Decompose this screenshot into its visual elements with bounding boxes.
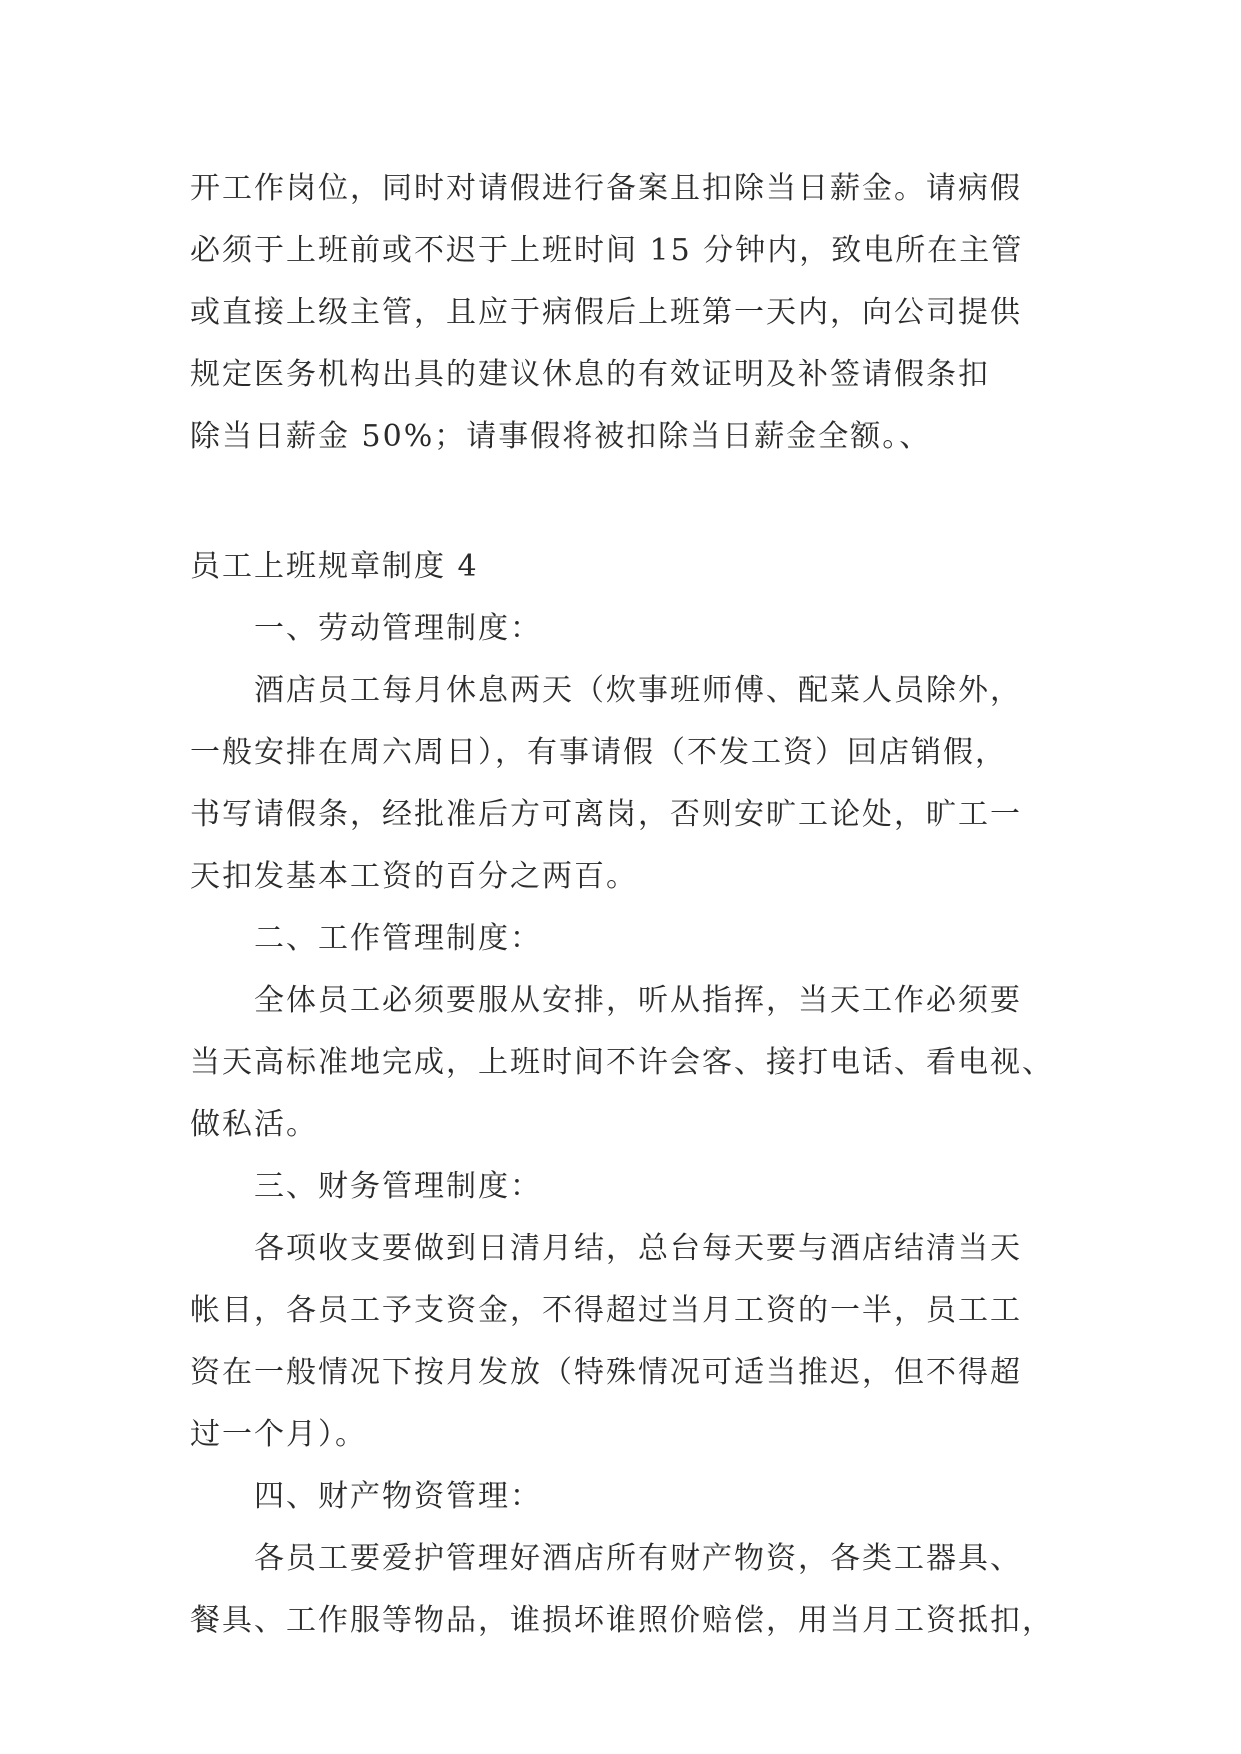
paragraph-line: 各项收支要做到日清月结，总台每天要与酒店结清当天	[254, 1231, 1022, 1266]
paragraph-line: 规定医务机构出具的建议休息的有效证明及补签请假条扣	[190, 357, 990, 392]
section-heading: 一、劳动管理制度：	[254, 611, 542, 646]
paragraph-line: 开工作岗位，同时对请假进行备案且扣除当日薪金。请病假	[190, 171, 1022, 206]
paragraph-line: 全体员工必须要服从安排，听从指挥，当天工作必须要	[254, 983, 1022, 1018]
section-work	[190, 908, 1070, 1156]
paragraph-line: 做私活。	[190, 1107, 318, 1142]
paragraph-line: 必须于上班前或不迟于上班时间 15 分钟内，致电所在主管	[190, 233, 1024, 268]
section-heading: 二、工作管理制度：	[254, 921, 542, 956]
paragraph-line: 除当日薪金 50%；请事假将被扣除当日薪金全额。、	[190, 419, 932, 454]
paragraph-line: 一般安排在周六周日），有事请假（不发工资）回店销假，	[190, 735, 1007, 770]
section-title: 员工上班规章制度 4	[190, 549, 479, 584]
section-heading: 三、财务管理制度：	[254, 1169, 542, 1204]
paragraph-line: 餐具、工作服等物品，谁损坏谁照价赔偿，用当月工资抵扣，	[190, 1603, 1054, 1638]
section-labor	[190, 598, 1070, 908]
document-body	[190, 158, 1070, 1652]
paragraph-line: 或直接上级主管，且应于病假后上班第一天内，向公司提供	[190, 295, 1022, 330]
paragraph-line: 书写请假条，经批准后方可离岗，否则安旷工论处，旷工一	[190, 797, 1022, 832]
section-property	[190, 1466, 1070, 1652]
section-heading: 四、财产物资管理：	[254, 1479, 542, 1514]
paragraph-line: 当天高标准地完成，上班时间不许会客、接打电话、看电视、	[190, 1045, 1054, 1080]
paragraph-line: 酒店员工每月休息两天（炊事班师傅、配菜人员除外，	[254, 673, 1022, 708]
carryover-paragraph	[190, 158, 1070, 468]
paragraph-line: 资在一般情况下按月发放（特殊情况可适当推迟，但不得超	[190, 1355, 1022, 1390]
paragraph-line: 帐目，各员工予支资金，不得超过当月工资的一半，员工工	[190, 1293, 1022, 1328]
paragraph-line: 天扣发基本工资的百分之两百。	[190, 859, 638, 894]
section-finance	[190, 1156, 1070, 1466]
paragraph-line: 各员工要爱护管理好酒店所有财产物资，各类工器具、	[254, 1541, 1022, 1576]
paragraph-spacer	[190, 468, 1070, 536]
paragraph-line: 过一个月）。	[190, 1417, 367, 1452]
